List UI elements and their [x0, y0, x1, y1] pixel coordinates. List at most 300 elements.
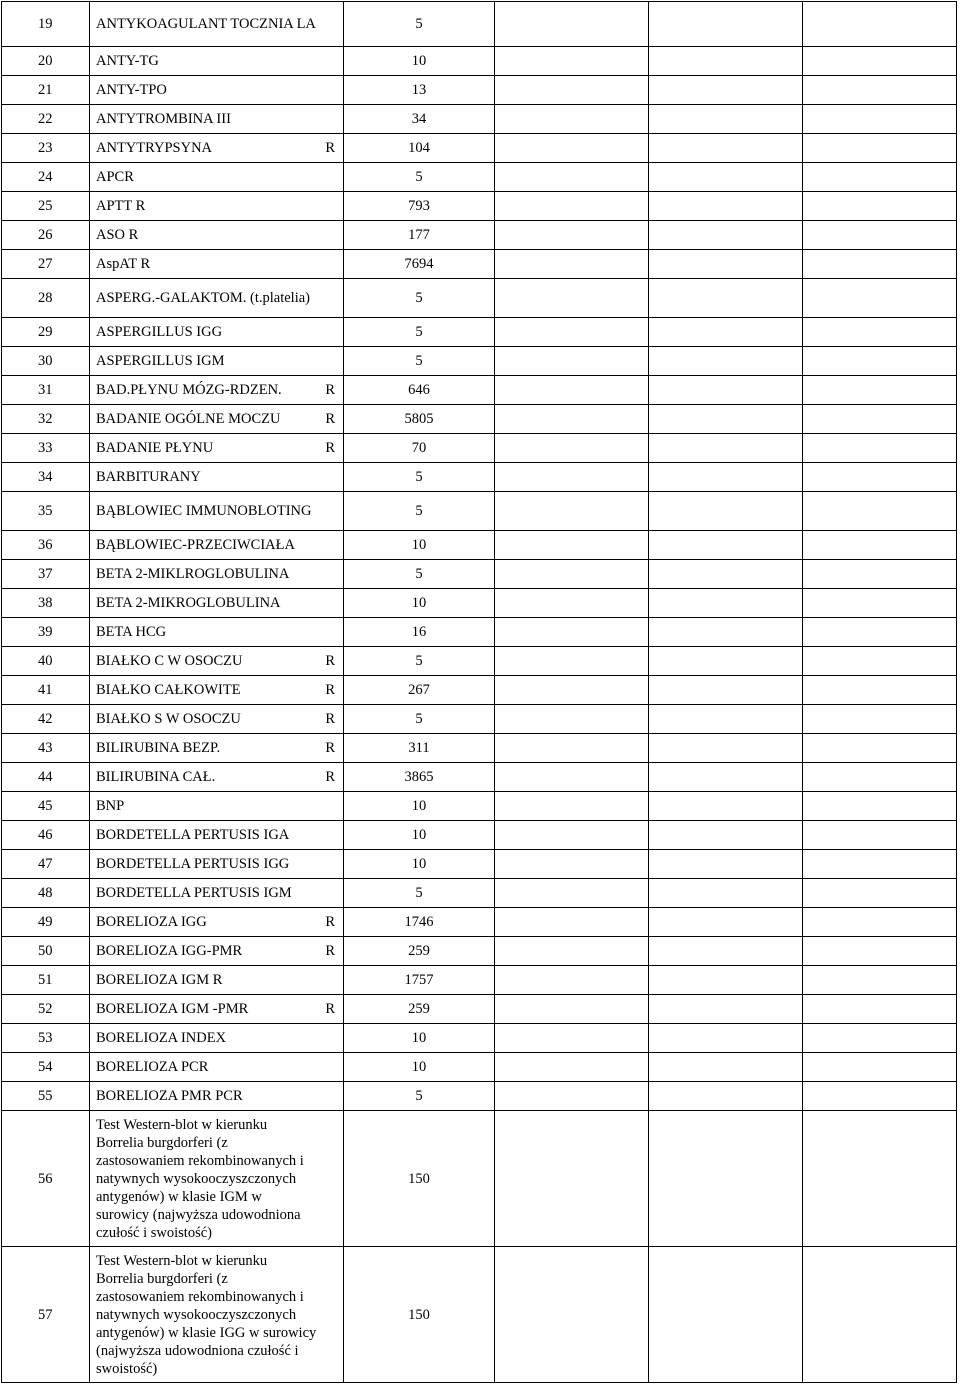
- test-name: AspAT R: [96, 256, 151, 272]
- test-name: BILIRUBINA CAŁ.: [96, 769, 216, 785]
- table-row: [2, 1082, 957, 1111]
- empty-cell: [803, 966, 957, 995]
- refund-flag: R: [325, 682, 335, 698]
- price-list-table: [1, 1, 957, 1383]
- price-value: 104: [344, 134, 495, 163]
- table-row: [2, 163, 957, 192]
- price-value: 311: [344, 734, 495, 763]
- empty-cell: [495, 908, 649, 937]
- empty-cell: [803, 76, 957, 105]
- price-value: 5: [344, 492, 495, 531]
- empty-cell: [495, 879, 649, 908]
- test-name: BORDETELLA PERTUSIS IGG: [96, 856, 290, 872]
- empty-cell: [495, 676, 649, 705]
- table-row: [2, 279, 957, 318]
- test-name-cell: [90, 2, 344, 47]
- table-row: [2, 1111, 957, 1247]
- test-name-cell: [90, 618, 344, 647]
- test-name: BARBITURANY: [96, 469, 201, 485]
- empty-cell: [649, 221, 803, 250]
- empty-cell: [803, 850, 957, 879]
- table-row: [2, 676, 957, 705]
- test-name: BETA 2-MIKLROGLOBULINA: [96, 566, 290, 582]
- empty-cell: [649, 163, 803, 192]
- test-name-cell: [90, 47, 344, 76]
- test-name: BIAŁKO CAŁKOWITE: [96, 682, 241, 698]
- empty-cell: [649, 792, 803, 821]
- empty-cell: [495, 618, 649, 647]
- empty-cell: [803, 734, 957, 763]
- empty-cell: [649, 995, 803, 1024]
- empty-cell: [495, 792, 649, 821]
- table-row: [2, 463, 957, 492]
- row-number: 23: [2, 134, 90, 163]
- empty-cell: [803, 647, 957, 676]
- empty-cell: [803, 792, 957, 821]
- test-name: BIAŁKO C W OSOCZU: [96, 653, 243, 669]
- empty-cell: [649, 734, 803, 763]
- empty-cell: [649, 279, 803, 318]
- empty-cell: [495, 2, 649, 47]
- empty-cell: [803, 705, 957, 734]
- table-row: [2, 221, 957, 250]
- empty-cell: [803, 434, 957, 463]
- empty-cell: [495, 405, 649, 434]
- price-value: 646: [344, 376, 495, 405]
- empty-cell: [803, 937, 957, 966]
- empty-cell: [495, 221, 649, 250]
- test-name-cell: [90, 792, 344, 821]
- test-name: BORELIOZA IGG: [96, 914, 207, 930]
- price-value: 5: [344, 1082, 495, 1111]
- price-value: 16: [344, 618, 495, 647]
- refund-flag: R: [325, 740, 335, 756]
- empty-cell: [495, 134, 649, 163]
- empty-cell: [649, 47, 803, 76]
- price-value: 150: [344, 1247, 495, 1383]
- price-value: 10: [344, 589, 495, 618]
- empty-cell: [649, 2, 803, 47]
- empty-cell: [649, 531, 803, 560]
- table-row: [2, 2, 957, 47]
- price-value: 10: [344, 821, 495, 850]
- price-value: 177: [344, 221, 495, 250]
- table-row: [2, 405, 957, 434]
- table-row: [2, 1024, 957, 1053]
- test-name-cell: [90, 647, 344, 676]
- test-name: APTT R: [96, 198, 146, 214]
- row-number: 37: [2, 560, 90, 589]
- empty-cell: [803, 376, 957, 405]
- test-name: BORDETELLA PERTUSIS IGA: [96, 827, 290, 843]
- empty-cell: [649, 821, 803, 850]
- test-name: BORELIOZA PCR: [96, 1059, 209, 1075]
- test-name: BORELIOZA IGM R: [96, 972, 223, 988]
- table-row: [2, 879, 957, 908]
- price-value: 10: [344, 792, 495, 821]
- test-name: APCR: [96, 169, 134, 185]
- row-number: 31: [2, 376, 90, 405]
- refund-flag: R: [325, 1001, 335, 1017]
- test-name: BĄBLOWIEC-PRZECIWCIAŁA: [96, 537, 295, 553]
- empty-cell: [495, 492, 649, 531]
- price-value: 13: [344, 76, 495, 105]
- empty-cell: [649, 589, 803, 618]
- empty-cell: [495, 560, 649, 589]
- price-value: 5: [344, 879, 495, 908]
- test-name-cell: [90, 434, 344, 463]
- table-row: [2, 105, 957, 134]
- table-row: [2, 792, 957, 821]
- price-value: 5805: [344, 405, 495, 434]
- test-name: BADANIE PŁYNU: [96, 440, 214, 456]
- empty-cell: [649, 492, 803, 531]
- test-name-cell: [90, 560, 344, 589]
- test-name-cell: [90, 192, 344, 221]
- table-row: [2, 734, 957, 763]
- test-name-cell: [90, 937, 344, 966]
- row-number: 30: [2, 347, 90, 376]
- price-value: 5: [344, 347, 495, 376]
- refund-flag: R: [325, 440, 335, 456]
- test-name-cell: [90, 1024, 344, 1053]
- table-row: [2, 1053, 957, 1082]
- row-number: 44: [2, 763, 90, 792]
- empty-cell: [495, 279, 649, 318]
- test-name: ASPERG.-GALAKTOM. (t.platelia): [96, 290, 310, 306]
- price-value: 10: [344, 1024, 495, 1053]
- row-number: 29: [2, 318, 90, 347]
- refund-flag: R: [325, 140, 335, 156]
- empty-cell: [649, 347, 803, 376]
- test-name-cell: [90, 734, 344, 763]
- test-name-cell: [90, 492, 344, 531]
- row-number: 33: [2, 434, 90, 463]
- row-number: 24: [2, 163, 90, 192]
- row-number: 36: [2, 531, 90, 560]
- empty-cell: [495, 1053, 649, 1082]
- empty-cell: [803, 163, 957, 192]
- empty-cell: [495, 105, 649, 134]
- empty-cell: [803, 463, 957, 492]
- empty-cell: [649, 105, 803, 134]
- row-number: 54: [2, 1053, 90, 1082]
- empty-cell: [649, 966, 803, 995]
- empty-cell: [649, 463, 803, 492]
- empty-cell: [649, 850, 803, 879]
- empty-cell: [495, 318, 649, 347]
- empty-cell: [495, 192, 649, 221]
- empty-cell: [649, 705, 803, 734]
- empty-cell: [803, 347, 957, 376]
- row-number: 56: [2, 1111, 90, 1247]
- empty-cell: [649, 618, 803, 647]
- empty-cell: [495, 937, 649, 966]
- table-row: [2, 318, 957, 347]
- table-row: [2, 908, 957, 937]
- empty-cell: [649, 76, 803, 105]
- empty-cell: [649, 405, 803, 434]
- empty-cell: [495, 589, 649, 618]
- test-name-cell: [90, 318, 344, 347]
- empty-cell: [649, 560, 803, 589]
- test-name-cell: [90, 134, 344, 163]
- empty-cell: [495, 434, 649, 463]
- empty-cell: [649, 250, 803, 279]
- table-row: [2, 531, 957, 560]
- test-name: BORELIOZA INDEX: [96, 1030, 227, 1046]
- test-name-cell: [90, 821, 344, 850]
- row-number: 47: [2, 850, 90, 879]
- table-row: [2, 821, 957, 850]
- test-name-cell: [90, 1082, 344, 1111]
- test-name-cell: [90, 76, 344, 105]
- row-number: 26: [2, 221, 90, 250]
- table-row: [2, 134, 957, 163]
- test-name-cell: [90, 850, 344, 879]
- test-name: ASPERGILLUS IGM: [96, 353, 225, 369]
- table-row: [2, 1247, 957, 1383]
- empty-cell: [649, 1053, 803, 1082]
- row-number: 20: [2, 47, 90, 76]
- row-number: 27: [2, 250, 90, 279]
- test-name-cell: [90, 589, 344, 618]
- price-value: 10: [344, 47, 495, 76]
- empty-cell: [649, 676, 803, 705]
- empty-cell: [649, 318, 803, 347]
- row-number: 25: [2, 192, 90, 221]
- empty-cell: [803, 1247, 957, 1383]
- test-name-cell: [90, 279, 344, 318]
- price-value: 5: [344, 463, 495, 492]
- empty-cell: [803, 47, 957, 76]
- table-row: [2, 347, 957, 376]
- table-row: [2, 47, 957, 76]
- price-value: 10: [344, 531, 495, 560]
- price-value: 5: [344, 279, 495, 318]
- empty-cell: [803, 279, 957, 318]
- price-value: 5: [344, 318, 495, 347]
- row-number: 55: [2, 1082, 90, 1111]
- price-value: 793: [344, 192, 495, 221]
- price-value: 1746: [344, 908, 495, 937]
- test-name: BORDETELLA PERTUSIS IGM: [96, 885, 292, 901]
- test-name: BORELIOZA IGG-PMR: [96, 943, 243, 959]
- test-name: BĄBLOWIEC IMMUNOBLOTING: [96, 503, 312, 519]
- test-name-cell: [90, 676, 344, 705]
- empty-cell: [803, 134, 957, 163]
- empty-cell: [649, 1247, 803, 1383]
- test-name-cell: [90, 347, 344, 376]
- table-row: [2, 995, 957, 1024]
- price-value: 1757: [344, 966, 495, 995]
- price-value: 7694: [344, 250, 495, 279]
- price-value: 259: [344, 995, 495, 1024]
- test-name: ANTY-TG: [96, 53, 159, 69]
- price-value: 5: [344, 705, 495, 734]
- empty-cell: [495, 376, 649, 405]
- empty-cell: [495, 995, 649, 1024]
- row-number: 53: [2, 1024, 90, 1053]
- row-number: 40: [2, 647, 90, 676]
- empty-cell: [495, 763, 649, 792]
- empty-cell: [803, 879, 957, 908]
- empty-cell: [649, 908, 803, 937]
- test-name: ANTYTROMBINA III: [96, 111, 231, 127]
- row-number: 49: [2, 908, 90, 937]
- price-value: 3865: [344, 763, 495, 792]
- empty-cell: [649, 647, 803, 676]
- price-value: 34: [344, 105, 495, 134]
- test-name-cell: [90, 105, 344, 134]
- test-name: Test Western-blot w kierunku Borrelia burgdorferi (z zastosowaniem rekombinowanych i natywnych wysokooczyszczonych antygenów) w klasie IGM w surowicy (najwyższa udowodniona czułość i swoistość): [96, 1116, 304, 1241]
- row-number: 38: [2, 589, 90, 618]
- price-value: 70: [344, 434, 495, 463]
- empty-cell: [803, 1053, 957, 1082]
- price-value: 10: [344, 850, 495, 879]
- test-name-cell: [90, 966, 344, 995]
- test-name: BETA 2-MIKROGLOBULINA: [96, 595, 281, 611]
- test-name-cell: [90, 1053, 344, 1082]
- test-name-cell: [90, 463, 344, 492]
- empty-cell: [803, 763, 957, 792]
- empty-cell: [803, 1082, 957, 1111]
- row-number: 32: [2, 405, 90, 434]
- price-value: 150: [344, 1111, 495, 1247]
- empty-cell: [495, 850, 649, 879]
- empty-cell: [649, 134, 803, 163]
- test-name: BIAŁKO S W OSOCZU: [96, 711, 241, 727]
- test-name-cell: [90, 908, 344, 937]
- table-row: [2, 250, 957, 279]
- test-name: Test Western-blot w kierunku Borrelia burgdorferi (z zastosowaniem rekombinowanych i natywnych wysokooczyszczonych antygenów) w klasie IGG w surowicy (najwyższa udowodniona czułość i swoistość): [96, 1252, 317, 1377]
- empty-cell: [495, 1247, 649, 1383]
- row-number: 46: [2, 821, 90, 850]
- price-value: 10: [344, 1053, 495, 1082]
- test-name-cell: [90, 221, 344, 250]
- empty-cell: [649, 376, 803, 405]
- empty-cell: [495, 250, 649, 279]
- empty-cell: [803, 1111, 957, 1247]
- empty-cell: [803, 2, 957, 47]
- test-name-cell: [90, 250, 344, 279]
- test-name: BILIRUBINA BEZP.: [96, 740, 221, 756]
- table-row: [2, 589, 957, 618]
- refund-flag: R: [325, 914, 335, 930]
- test-name-cell: [90, 531, 344, 560]
- empty-cell: [495, 705, 649, 734]
- empty-cell: [803, 1024, 957, 1053]
- empty-cell: [803, 618, 957, 647]
- table-row: [2, 705, 957, 734]
- price-value: 267: [344, 676, 495, 705]
- row-number: 43: [2, 734, 90, 763]
- row-number: 19: [2, 2, 90, 47]
- empty-cell: [803, 105, 957, 134]
- test-name-cell: [90, 879, 344, 908]
- empty-cell: [495, 966, 649, 995]
- row-number: 52: [2, 995, 90, 1024]
- empty-cell: [803, 531, 957, 560]
- table-row: [2, 937, 957, 966]
- test-name-cell: [90, 1111, 344, 1247]
- table-row: [2, 560, 957, 589]
- row-number: 21: [2, 76, 90, 105]
- empty-cell: [495, 647, 649, 676]
- row-number: 28: [2, 279, 90, 318]
- test-name: BAD.PŁYNU MÓZG-RDZEN.: [96, 382, 282, 398]
- empty-cell: [803, 405, 957, 434]
- test-name-cell: [90, 705, 344, 734]
- empty-cell: [495, 76, 649, 105]
- empty-cell: [495, 463, 649, 492]
- table-row: [2, 647, 957, 676]
- table-row: [2, 76, 957, 105]
- table-row: [2, 434, 957, 463]
- empty-cell: [803, 589, 957, 618]
- test-name: ANTYTRYPSYNA: [96, 140, 213, 156]
- test-name-cell: [90, 376, 344, 405]
- refund-flag: R: [325, 943, 335, 959]
- empty-cell: [495, 1024, 649, 1053]
- refund-flag: R: [325, 653, 335, 669]
- empty-cell: [649, 1111, 803, 1247]
- table-row: [2, 618, 957, 647]
- table-row: [2, 492, 957, 531]
- row-number: 48: [2, 879, 90, 908]
- empty-cell: [803, 221, 957, 250]
- refund-flag: R: [325, 382, 335, 398]
- empty-cell: [803, 821, 957, 850]
- table-row: [2, 376, 957, 405]
- empty-cell: [495, 734, 649, 763]
- refund-flag: R: [325, 411, 335, 427]
- empty-cell: [803, 318, 957, 347]
- empty-cell: [495, 47, 649, 76]
- empty-cell: [649, 192, 803, 221]
- row-number: 42: [2, 705, 90, 734]
- table-row: [2, 192, 957, 221]
- empty-cell: [495, 347, 649, 376]
- empty-cell: [803, 492, 957, 531]
- test-name-cell: [90, 163, 344, 192]
- price-value: 259: [344, 937, 495, 966]
- row-number: 34: [2, 463, 90, 492]
- empty-cell: [649, 763, 803, 792]
- row-number: 41: [2, 676, 90, 705]
- empty-cell: [649, 434, 803, 463]
- row-number: 51: [2, 966, 90, 995]
- empty-cell: [649, 879, 803, 908]
- row-number: 45: [2, 792, 90, 821]
- empty-cell: [495, 1111, 649, 1247]
- empty-cell: [495, 531, 649, 560]
- test-name-cell: [90, 995, 344, 1024]
- empty-cell: [649, 1082, 803, 1111]
- row-number: 50: [2, 937, 90, 966]
- row-number: 35: [2, 492, 90, 531]
- test-name: BORELIOZA PMR PCR: [96, 1088, 243, 1104]
- empty-cell: [649, 937, 803, 966]
- table-row: [2, 763, 957, 792]
- price-value: 5: [344, 647, 495, 676]
- empty-cell: [803, 250, 957, 279]
- empty-cell: [495, 821, 649, 850]
- row-number: 22: [2, 105, 90, 134]
- empty-cell: [803, 676, 957, 705]
- test-name-cell: [90, 763, 344, 792]
- empty-cell: [803, 995, 957, 1024]
